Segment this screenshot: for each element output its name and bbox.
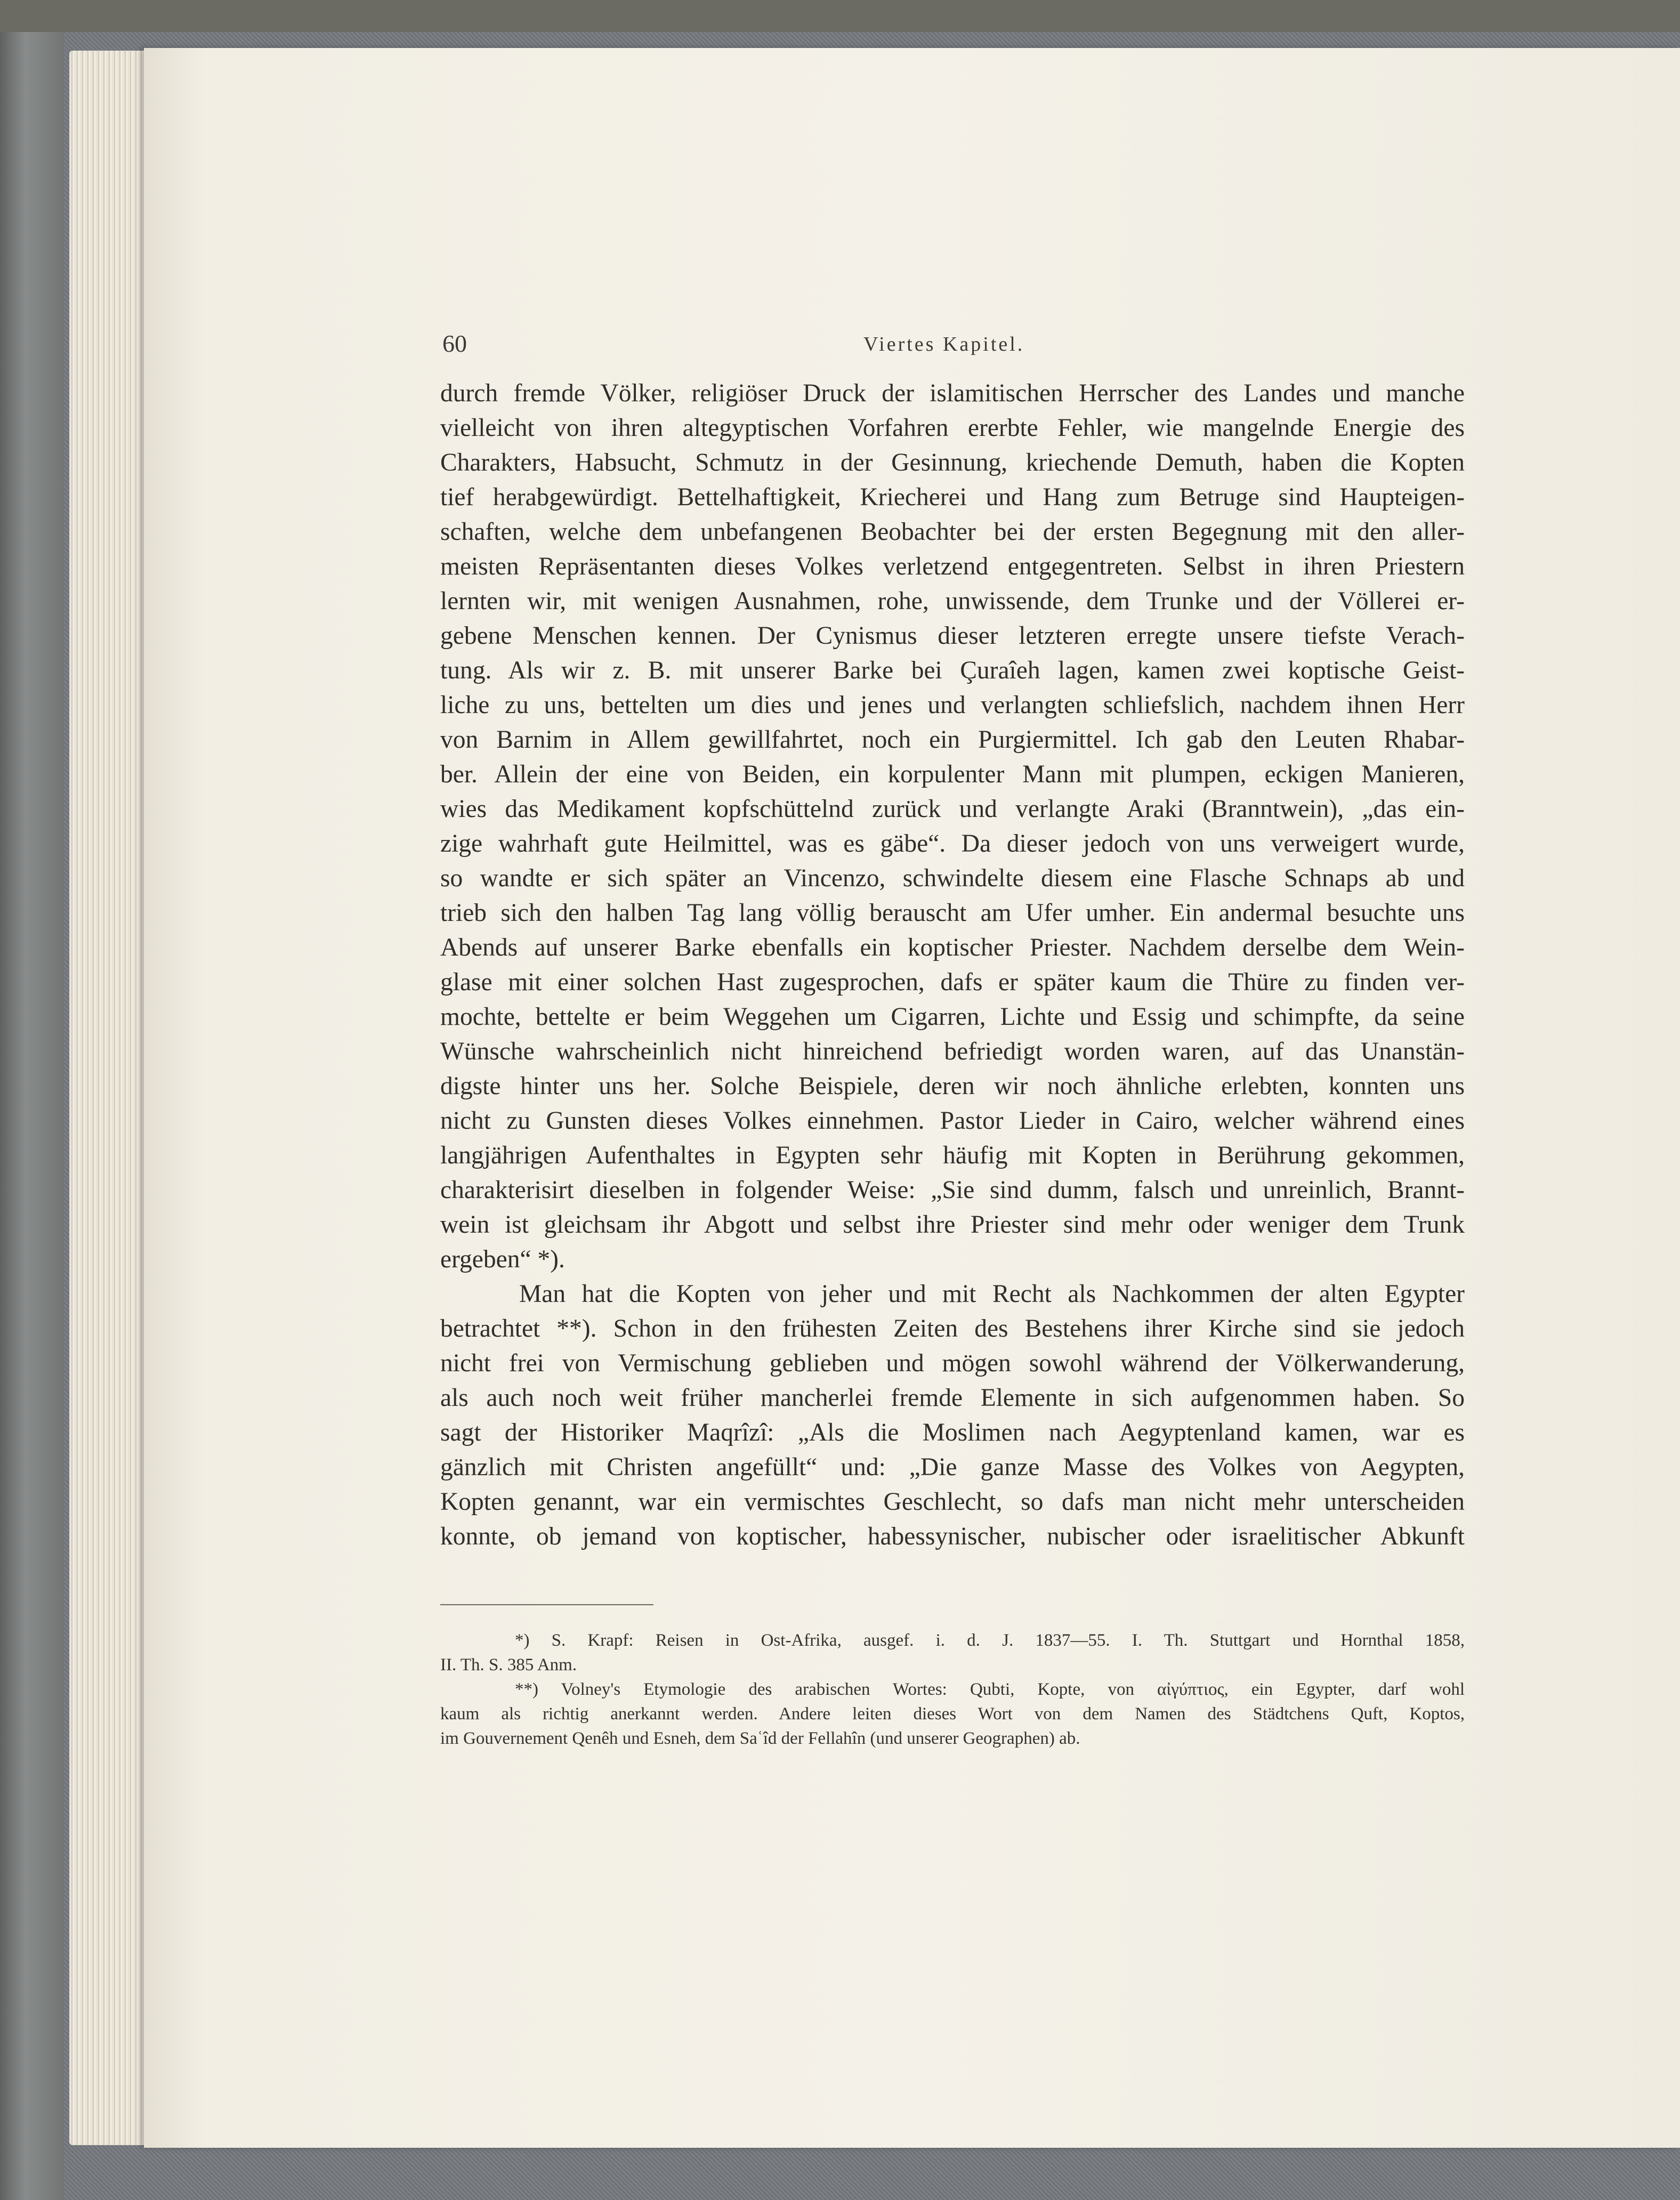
text-line: meisten Repräsentanten dieses Volkes verletzend entgegentreten. Selbst in ihren Priestern [440, 553, 1465, 580]
text-line: sagt der Historiker Maqrîzî: „Als die Moslimen nach Aegyptenland kamen, war es [440, 1419, 1465, 1446]
footnote-line: im Gouvernement Qenêh und Esneh, dem Saʿîd der Fellahîn (und unserer Geographen) ab. [440, 1729, 1080, 1748]
footnote-line: II. Th. S. 385 Anm. [440, 1655, 577, 1675]
footnote-line: *) S. Krapf: Reisen in Ost-Afrika, ausgef. i. d. J. 1837—55. I. Th. Stuttgart und Hornthal 1858, [515, 1631, 1465, 1650]
text-line: langjährigen Aufenthaltes in Egypten sehr häufig mit Kopten in Berührung gekommen, [440, 1142, 1465, 1169]
text-line: als auch noch weit früher mancherlei fremde Elemente in sich aufgenommen haben. So [440, 1384, 1465, 1412]
text-line: wein ist gleichsam ihr Abgott und selbst ihre Priester sind mehr oder weniger dem Trunk [440, 1211, 1465, 1239]
page-edges [69, 51, 155, 2145]
text-line: konnte, ob jemand von koptischer, habessynischer, nubischer oder israelitischer Abkunft [440, 1523, 1465, 1550]
text-line: von Barnim in Allem gewillfahrtet, noch ein Purgiermittel. Ich gab den Leuten Rhabar- [440, 726, 1465, 754]
text-line: gebene Menschen kennen. Der Cynismus dieser letzteren erregte unsere tiefste Verach- [440, 622, 1465, 650]
text-line: Kopten genannt, war ein vermischtes Geschlecht, so dafs man nicht mehr unterscheiden [440, 1488, 1465, 1516]
text-line: Man hat die Kopten von jeher und mit Recht als Nachkommen der alten Egypter [519, 1280, 1465, 1308]
chapter-title: Viertes Kapitel. [863, 333, 1025, 355]
text-line: Wünsche wahrscheinlich nicht hinreichend befriedigt worden waren, auf das Unanstän- [440, 1038, 1465, 1065]
text-line: durch fremde Völker, religiöser Druck der islamitischen Herrscher des Landes und manche [440, 379, 1465, 407]
book-spine [0, 32, 64, 2200]
text-line: betrachtet **). Schon in den frühesten Zeiten des Bestehens ihrer Kirche sind sie jedoch [440, 1315, 1465, 1342]
text-line: gänzlich mit Christen angefüllt“ und: „Die ganze Masse des Volkes von Aegypten, [440, 1453, 1465, 1481]
running-head [442, 329, 1466, 361]
footnotes [440, 1628, 1465, 1751]
text-line: wies das Medikament kopfschüttelnd zurück und verlangte Araki (Branntwein), „das ein- [440, 795, 1465, 823]
page-number: 60 [442, 330, 467, 357]
text-line: nicht zu Gunsten dieses Volkes einnehmen. Pastor Lieder in Cairo, welcher während eines [440, 1107, 1465, 1135]
text-line: charakterisirt dieselben in folgender Weise: „Sie sind dumm, falsch und unreinlich, Brannt- [440, 1176, 1465, 1204]
footnote-divider [440, 1604, 653, 1605]
text-line: digste hinter uns her. Solche Beispiele, deren wir noch ähnliche erlebten, konnten uns [440, 1072, 1465, 1100]
text-line: so wandte er sich später an Vincenzo, schwindelte diesem eine Flasche Schnaps ab und [440, 864, 1465, 892]
text-line: schaften, welche dem unbefangenen Beobachter bei der ersten Begegnung mit den aller- [440, 518, 1465, 546]
text-line: mochte, bettelte er beim Weggehen um Cigarren, Lichte und Essig und schimpfte, da seine [440, 1003, 1465, 1031]
text-line: ber. Allein der eine von Beiden, ein korpulenter Mann mit plumpen, eckigen Manieren, [440, 761, 1465, 788]
text-line: ergeben“ *). [440, 1245, 565, 1273]
main-text [440, 376, 1465, 1554]
footnote-line: **) Volney's Etymologie des arabischen Wortes: Qubti, Kopte, von αἰγύπτιος, ein Egypter, darf wohl [515, 1680, 1465, 1699]
text-line: glase mit einer solchen Hast zugesprochen, dafs er später kaum die Thüre zu finden ver- [440, 968, 1465, 996]
text-line: Abends auf unserer Barke ebenfalls ein koptischer Priester. Nachdem derselbe dem Wein- [440, 934, 1465, 961]
text-line: zige wahrhaft gute Heilmittel, was es gäbe“. Da dieser jedoch von uns verweigert wurde, [440, 830, 1465, 858]
text-line: lernten wir, mit wenigen Ausnahmen, rohe, unwissende, dem Trunke und der Völlerei er- [440, 587, 1465, 615]
text-line: Charakters, Habsucht, Schmutz in der Gesinnung, kriechende Demuth, haben die Kopten [440, 449, 1465, 476]
text-line: nicht frei von Vermischung geblieben und mögen sowohl während der Völkerwanderung, [440, 1349, 1465, 1377]
text-line: tung. Als wir z. B. mit unserer Barke bei Çuraîeh lagen, kamen zwei koptische Geist- [440, 657, 1465, 684]
text-line: trieb sich den halben Tag lang völlig berauscht am Ufer umher. Ein andermal besuchte uns [440, 899, 1465, 927]
text-line: tief herabgewürdigt. Bettelhaftigkeit, Kriecherei und Hang zum Betruge sind Haupteigen- [440, 483, 1465, 511]
text-line: liche zu uns, bettelten um dies und jenes und verlangten schliefslich, nachdem ihnen Herr [440, 691, 1465, 719]
footnote-line: kaum als richtig anerkannt werden. Andere leiten dieses Wort von dem Namen des Städtchens Quft, Koptos, [440, 1704, 1465, 1724]
text-line: vielleicht von ihren altegyptischen Vorfahren ererbte Fehler, wie mangelnde Energie des [440, 414, 1465, 442]
